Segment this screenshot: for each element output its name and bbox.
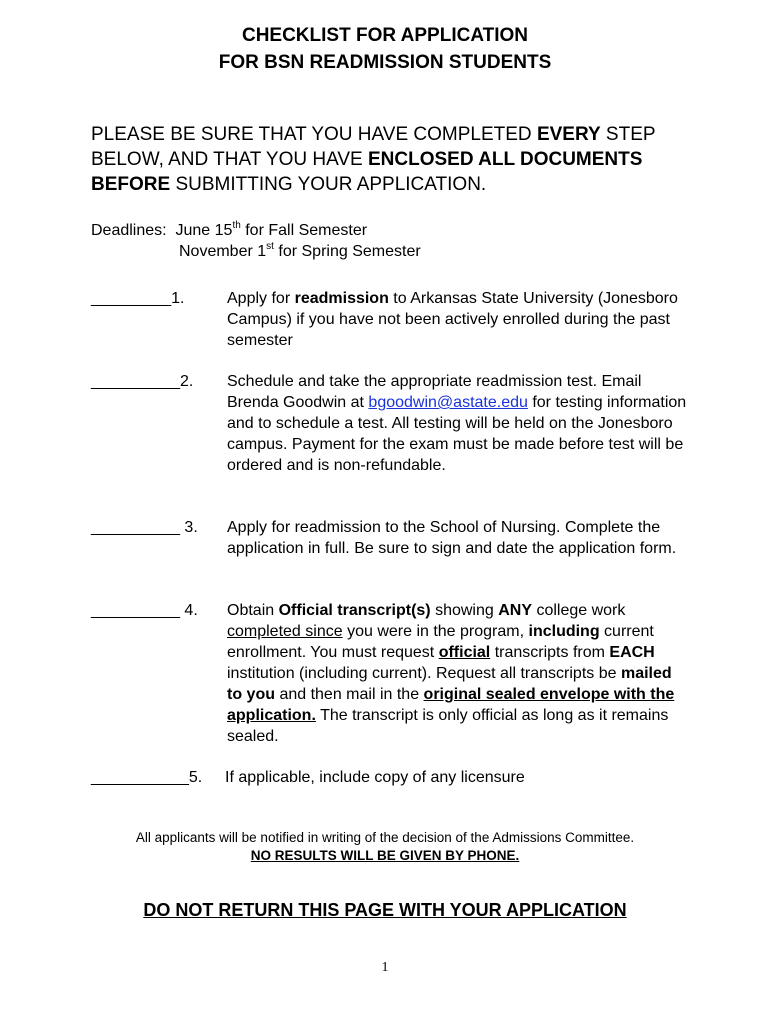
footer-warning: DO NOT RETURN THIS PAGE WITH YOUR APPLICATION bbox=[143, 900, 627, 920]
checklist-blank-1[interactable]: _________1. bbox=[91, 290, 185, 307]
deadlines-label: Deadlines: bbox=[91, 222, 167, 239]
email-link[interactable]: bgoodwin@astate.edu bbox=[368, 394, 528, 411]
title-line-1: CHECKLIST FOR APPLICATION bbox=[241, 25, 529, 46]
deadline-spring: November 1st for Spring Semester bbox=[179, 240, 421, 260]
checklist-text-3: Apply for readmission to the School of Nursing. Complete the application in full. Be sure to sign and date the application form. bbox=[227, 519, 677, 557]
checklist-blank-3[interactable]: __________ 3. bbox=[91, 519, 198, 536]
checklist-text-4: Obtain Official transcript(s) showing ANY college work completed since you were in the program, including current enrollment. You must request official transcripts from EACH institution (including current). Request all transcripts be mailed to you and then mail in the original sealed envelope with the application. The transcript is only official as long as it remains sealed. bbox=[227, 602, 675, 745]
intro-paragraph: PLEASE BE SURE THAT YOU HAVE COMPLETED EVERY STEP BELOW, AND THAT YOU HAVE ENCLOSED ALL DOCUMENTS BEFORE SUBMITTING YOUR APPLICATION. bbox=[91, 124, 656, 195]
notice-line-1: All applicants will be notified in writing of the decision of the Admissions Committee. bbox=[135, 830, 635, 845]
deadline-fall: Deadlines: June 15th for Fall Semester bbox=[91, 219, 368, 239]
checklist-text-1: Apply for readmission to Arkansas State University (Jonesboro Campus) if you have not been actively enrolled during the past semester bbox=[227, 290, 678, 349]
checklist-blank-5[interactable]: ___________5. bbox=[91, 769, 203, 786]
checklist-text-2: Schedule and take the appropriate readmission test. Email Brenda Goodwin at bgoodwin@astate.edu for testing information and to schedule a test. All testing will be held on the Jonesboro campus. Payment for the exam must be made before test will be ordered and is non-refundable. bbox=[227, 373, 687, 474]
checklist-blank-2[interactable]: __________2. bbox=[91, 373, 194, 390]
checklist-text-5: If applicable, include copy of any licensure bbox=[225, 769, 525, 786]
title-line-2: FOR BSN READMISSION STUDENTS bbox=[218, 52, 552, 73]
notice-line-2: NO RESULTS WILL BE GIVEN BY PHONE. bbox=[250, 848, 520, 863]
emphasis-enclosed-all: ENCLOSED ALL DOCUMENTS BEFORE bbox=[91, 149, 643, 195]
checklist-blank-4[interactable]: __________ 4. bbox=[91, 602, 198, 619]
emphasis-every: EVERY bbox=[536, 124, 601, 145]
page-number: 1 bbox=[381, 960, 389, 975]
